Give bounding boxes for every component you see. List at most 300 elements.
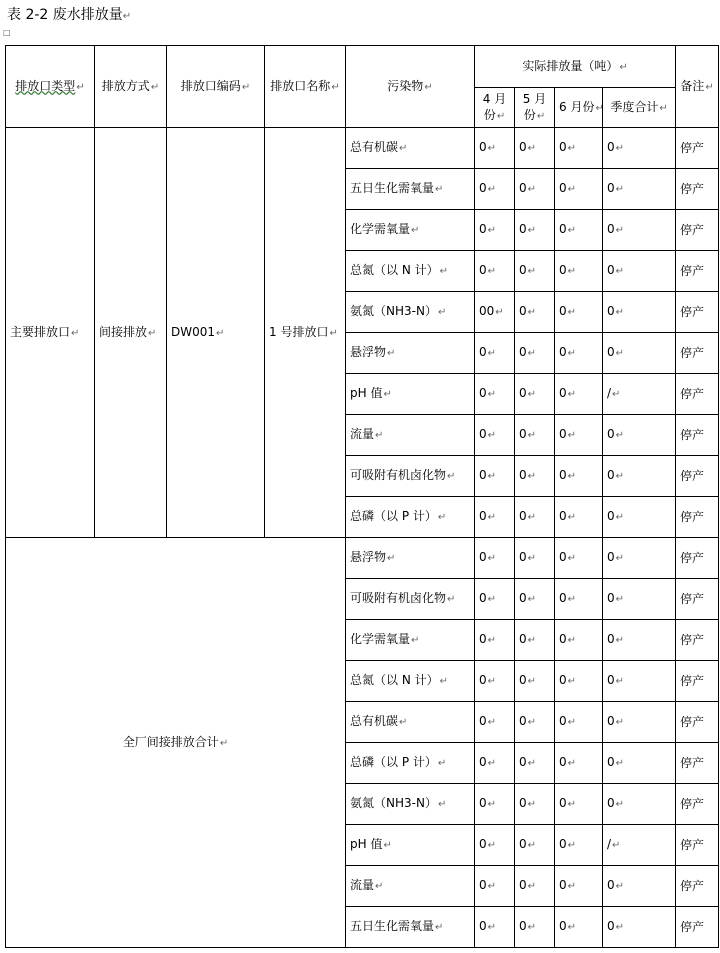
return-mark: ↵ bbox=[615, 266, 625, 277]
return-mark: ↵ bbox=[527, 922, 537, 933]
may-value bbox=[515, 661, 555, 702]
return-mark: ↵ bbox=[567, 717, 577, 728]
return-mark: ↵ bbox=[527, 266, 537, 277]
quarter-total-value bbox=[603, 374, 676, 415]
april-value bbox=[475, 866, 515, 907]
pollutant-cell-text: 可吸附有机卤化物 bbox=[350, 591, 447, 605]
may-value bbox=[515, 620, 555, 661]
pollutant-cell-text: 五日生化需氧量 bbox=[350, 181, 435, 195]
may-value-text: 0 bbox=[519, 386, 527, 400]
may-value-text: 0 bbox=[519, 509, 527, 523]
caption-return-mark: ↵ bbox=[122, 11, 132, 22]
april-value-text: 0 bbox=[479, 263, 487, 277]
may-value bbox=[515, 825, 555, 866]
may-value bbox=[515, 292, 555, 333]
june-value-text: 0 bbox=[559, 263, 567, 277]
return-mark: ↵ bbox=[615, 676, 625, 687]
return-mark: ↵ bbox=[487, 143, 497, 154]
june-value-text: 0 bbox=[559, 755, 567, 769]
remark-cell-text: 停产 bbox=[680, 838, 705, 852]
return-mark: ↵ bbox=[615, 881, 625, 892]
april-value-text: 0 bbox=[479, 427, 487, 441]
return-mark: ↵ bbox=[487, 799, 497, 810]
remark-cell-text: 停产 bbox=[680, 797, 705, 811]
remark-cell bbox=[676, 661, 719, 702]
quarter-total-value-text: 0 bbox=[607, 345, 615, 359]
return-mark: ↵ bbox=[435, 922, 444, 933]
total-label-cell-text: 全厂间接排放合计 bbox=[122, 734, 219, 749]
header-outlet-name: 排放口名称↵ bbox=[265, 46, 346, 128]
return-mark: ↵ bbox=[487, 635, 497, 646]
return-mark: ↵ bbox=[567, 389, 577, 400]
may-value bbox=[515, 743, 555, 784]
remark-cell bbox=[676, 210, 719, 251]
return-mark: ↵ bbox=[527, 881, 537, 892]
wastewater-emission-table bbox=[5, 45, 719, 948]
return-mark: ↵ bbox=[567, 430, 577, 441]
june-value-text: 0 bbox=[559, 427, 567, 441]
june-value bbox=[555, 866, 603, 907]
pollutant-cell-text: 总有机碳 bbox=[350, 714, 399, 728]
return-mark: ↵ bbox=[487, 512, 497, 523]
return-mark: ↵ bbox=[527, 758, 537, 769]
pollutant-cell bbox=[346, 579, 475, 620]
remark-cell bbox=[676, 784, 719, 825]
remark-cell bbox=[676, 907, 719, 948]
remark-cell-text: 停产 bbox=[680, 428, 705, 442]
june-value-text: 0 bbox=[559, 632, 567, 646]
pollutant-cell bbox=[346, 866, 475, 907]
pollutant-cell-text: 总磷（以 P 计） bbox=[350, 509, 437, 523]
may-value-text: 0 bbox=[519, 222, 527, 236]
april-value bbox=[475, 456, 515, 497]
header-remarks: 备注↵ bbox=[676, 46, 719, 128]
pollutant-cell-text: 化学需氧量 bbox=[350, 222, 411, 236]
return-mark: ↵ bbox=[487, 594, 497, 605]
april-value-text: 0 bbox=[479, 755, 487, 769]
return-mark: ↵ bbox=[495, 307, 504, 318]
remark-cell-text: 停产 bbox=[680, 715, 705, 729]
june-value bbox=[555, 661, 603, 702]
return-mark: ↵ bbox=[487, 430, 497, 441]
pollutant-cell-text: 悬浮物 bbox=[350, 345, 387, 359]
remark-cell bbox=[676, 866, 719, 907]
april-value bbox=[475, 374, 515, 415]
remark-cell-text: 停产 bbox=[680, 510, 705, 524]
april-value-text: 0 bbox=[479, 181, 487, 195]
april-value bbox=[475, 415, 515, 456]
paragraph-mark: □ bbox=[3, 28, 11, 37]
june-value-text: 0 bbox=[559, 550, 567, 564]
pollutant-cell bbox=[346, 702, 475, 743]
june-value bbox=[555, 128, 603, 169]
may-value-text: 0 bbox=[519, 755, 527, 769]
return-mark: ↵ bbox=[375, 430, 384, 441]
quarter-total-value bbox=[603, 292, 676, 333]
pollutant-cell-text: 五日生化需氧量 bbox=[350, 919, 435, 933]
may-value bbox=[515, 702, 555, 743]
return-mark: ↵ bbox=[487, 471, 497, 482]
june-value bbox=[555, 907, 603, 948]
remark-cell-text: 停产 bbox=[680, 223, 705, 237]
return-mark: ↵ bbox=[615, 594, 625, 605]
return-mark: ↵ bbox=[567, 881, 577, 892]
june-value bbox=[555, 784, 603, 825]
quarter-total-value-text: 0 bbox=[607, 632, 615, 646]
april-value bbox=[475, 538, 515, 579]
pollutant-cell bbox=[346, 210, 475, 251]
quarter-total-value-text: 0 bbox=[607, 222, 615, 236]
april-value-text: 0 bbox=[479, 222, 487, 236]
total-group bbox=[6, 538, 719, 948]
remark-cell bbox=[676, 620, 719, 661]
may-value bbox=[515, 784, 555, 825]
pollutant-cell-text: 流量 bbox=[350, 878, 375, 892]
remark-cell-text: 停产 bbox=[680, 141, 705, 155]
june-value-text: 0 bbox=[559, 878, 567, 892]
quarter-total-value-text: 0 bbox=[607, 714, 615, 728]
pollutant-cell bbox=[346, 661, 475, 702]
pollutant-cell-text: 总有机碳 bbox=[350, 140, 399, 154]
pollutant-cell-text: 化学需氧量 bbox=[350, 632, 411, 646]
quarter-total-value-text: 0 bbox=[607, 140, 615, 154]
pollutant-cell-text: 总氮（以 N 计） bbox=[350, 263, 439, 277]
return-mark: ↵ bbox=[567, 553, 577, 564]
return-mark: ↵ bbox=[567, 471, 577, 482]
pollutant-cell bbox=[346, 497, 475, 538]
return-mark: ↵ bbox=[447, 471, 456, 482]
june-value bbox=[555, 743, 603, 784]
return-mark: ↵ bbox=[527, 840, 537, 851]
quarter-total-value bbox=[603, 333, 676, 374]
april-value-text: 0 bbox=[479, 468, 487, 482]
remark-cell bbox=[676, 579, 719, 620]
april-value-text: 0 bbox=[479, 345, 487, 359]
remark-cell bbox=[676, 128, 719, 169]
header-pollutant: 污染物↵ bbox=[346, 46, 475, 128]
return-mark: ↵ bbox=[567, 635, 577, 646]
table-caption-text: 表 2-2 废水排放量 bbox=[7, 7, 123, 23]
header-month-april: 4 月份↵ bbox=[475, 88, 515, 128]
pollutant-cell-text: 总磷（以 P 计） bbox=[350, 755, 437, 769]
return-mark: ↵ bbox=[527, 594, 537, 605]
return-mark: ↵ bbox=[567, 184, 577, 195]
quarter-total-value-text: 0 bbox=[607, 509, 615, 523]
pollutant-cell bbox=[346, 169, 475, 210]
return-mark: ↵ bbox=[615, 758, 625, 769]
april-value bbox=[475, 251, 515, 292]
quarter-total-value-text: 0 bbox=[607, 755, 615, 769]
return-mark: ↵ bbox=[527, 553, 537, 564]
pollutant-cell bbox=[346, 251, 475, 292]
return-mark: ↵ bbox=[487, 266, 497, 277]
may-value bbox=[515, 128, 555, 169]
return-mark: ↵ bbox=[615, 512, 625, 523]
discharge-mode-cell-text: 间接排放 bbox=[99, 324, 148, 339]
header-month-june: 6 月份↵ bbox=[555, 88, 603, 128]
pollutant-cell bbox=[346, 784, 475, 825]
may-value bbox=[515, 374, 555, 415]
return-mark: ↵ bbox=[487, 758, 497, 769]
may-value bbox=[515, 169, 555, 210]
main-outlet-group bbox=[6, 128, 719, 538]
return-mark: ↵ bbox=[435, 184, 444, 195]
june-value-text: 0 bbox=[559, 222, 567, 236]
june-value-text: 0 bbox=[559, 304, 567, 318]
return-mark: ↵ bbox=[487, 717, 497, 728]
june-value bbox=[555, 333, 603, 374]
quarter-total-value bbox=[603, 497, 676, 538]
april-value bbox=[475, 210, 515, 251]
return-mark: ↵ bbox=[219, 737, 229, 749]
return-mark: ↵ bbox=[567, 225, 577, 236]
april-value bbox=[475, 579, 515, 620]
return-mark: ↵ bbox=[615, 922, 625, 933]
return-mark: ↵ bbox=[527, 389, 537, 400]
april-value bbox=[475, 497, 515, 538]
outlet-name-cell-text: 1 号排放口 bbox=[269, 324, 329, 339]
may-value bbox=[515, 538, 555, 579]
april-value bbox=[475, 825, 515, 866]
april-value bbox=[475, 333, 515, 374]
quarter-total-value-text: 0 bbox=[607, 591, 615, 605]
table-row bbox=[6, 538, 719, 579]
april-value bbox=[475, 169, 515, 210]
remark-cell-text: 停产 bbox=[680, 592, 705, 606]
pollutant-cell bbox=[346, 333, 475, 374]
return-mark: ↵ bbox=[487, 840, 497, 851]
april-value-text: 0 bbox=[479, 591, 487, 605]
remark-cell-text: 停产 bbox=[680, 756, 705, 770]
pollutant-cell bbox=[346, 128, 475, 169]
return-mark: ↵ bbox=[387, 348, 396, 359]
april-value bbox=[475, 292, 515, 333]
pollutant-cell bbox=[346, 292, 475, 333]
june-value-text: 0 bbox=[559, 509, 567, 523]
return-mark: ↵ bbox=[615, 225, 625, 236]
june-value-text: 0 bbox=[559, 919, 567, 933]
pollutant-cell bbox=[346, 374, 475, 415]
return-mark: ↵ bbox=[615, 430, 625, 441]
pollutant-cell-text: 氨氮（NH3-N） bbox=[350, 796, 437, 810]
april-value-text: 0 bbox=[479, 509, 487, 523]
may-value-text: 0 bbox=[519, 714, 527, 728]
quarter-total-value-text: / bbox=[607, 386, 612, 400]
may-value bbox=[515, 497, 555, 538]
return-mark: ↵ bbox=[527, 143, 537, 154]
return-mark: ↵ bbox=[567, 758, 577, 769]
may-value bbox=[515, 333, 555, 374]
may-value-text: 0 bbox=[519, 263, 527, 277]
return-mark: ↵ bbox=[487, 184, 497, 195]
quarter-total-value-text: 0 bbox=[607, 673, 615, 687]
may-value bbox=[515, 251, 555, 292]
return-mark: ↵ bbox=[399, 717, 408, 728]
return-mark: ↵ bbox=[567, 676, 577, 687]
april-value-text: 0 bbox=[479, 714, 487, 728]
may-value-text: 0 bbox=[519, 591, 527, 605]
return-mark: ↵ bbox=[567, 307, 577, 318]
june-value bbox=[555, 579, 603, 620]
return-mark: ↵ bbox=[615, 348, 625, 359]
header-outlet-code: 排放口编码↵ bbox=[167, 46, 265, 128]
april-value-text: 0 bbox=[479, 673, 487, 687]
return-mark: ↵ bbox=[567, 594, 577, 605]
remark-cell bbox=[676, 333, 719, 374]
may-value-text: 0 bbox=[519, 632, 527, 646]
outlet-type-cell-text: 主要排放口 bbox=[10, 324, 71, 339]
return-mark: ↵ bbox=[437, 799, 447, 810]
return-mark: ↵ bbox=[527, 635, 537, 646]
return-mark: ↵ bbox=[615, 307, 625, 318]
may-value-text: 0 bbox=[519, 140, 527, 154]
quarter-total-value-text: 0 bbox=[607, 796, 615, 810]
may-value-text: 0 bbox=[519, 878, 527, 892]
quarter-total-value bbox=[603, 907, 676, 948]
quarter-total-value-text: 0 bbox=[607, 550, 615, 564]
june-value bbox=[555, 456, 603, 497]
may-value-text: 0 bbox=[519, 468, 527, 482]
return-mark: ↵ bbox=[615, 143, 625, 154]
pollutant-cell bbox=[346, 456, 475, 497]
quarter-total-value bbox=[603, 743, 676, 784]
return-mark: ↵ bbox=[527, 430, 537, 441]
remark-cell-text: 停产 bbox=[680, 305, 705, 319]
june-value-text: 0 bbox=[559, 181, 567, 195]
pollutant-cell bbox=[346, 743, 475, 784]
remark-cell-text: 停产 bbox=[680, 633, 705, 647]
june-value-text: 0 bbox=[559, 591, 567, 605]
return-mark: ↵ bbox=[411, 635, 420, 646]
quarter-total-value bbox=[603, 128, 676, 169]
quarter-total-value-text: 0 bbox=[607, 263, 615, 277]
outlet-code-cell bbox=[167, 128, 265, 538]
pollutant-cell-text: 可吸附有机卤化物 bbox=[350, 468, 447, 482]
return-mark: ↵ bbox=[439, 266, 448, 277]
discharge-mode-cell bbox=[95, 128, 167, 538]
quarter-total-value bbox=[603, 866, 676, 907]
june-value-text: 0 bbox=[559, 345, 567, 359]
return-mark: ↵ bbox=[615, 553, 625, 564]
total-label-cell bbox=[6, 538, 346, 948]
remark-cell-text: 停产 bbox=[680, 182, 705, 196]
quarter-total-value bbox=[603, 251, 676, 292]
remark-cell bbox=[676, 374, 719, 415]
may-value-text: 0 bbox=[519, 550, 527, 564]
return-mark: ↵ bbox=[567, 799, 577, 810]
return-mark: ↵ bbox=[487, 881, 497, 892]
pollutant-cell-text: 总氮（以 N 计） bbox=[350, 673, 439, 687]
return-mark: ↵ bbox=[411, 225, 420, 236]
may-value-text: 0 bbox=[519, 837, 527, 851]
pollutant-cell bbox=[346, 620, 475, 661]
june-value bbox=[555, 169, 603, 210]
remark-cell bbox=[676, 251, 719, 292]
april-value-text: 0 bbox=[479, 550, 487, 564]
june-value-text: 0 bbox=[559, 796, 567, 810]
return-mark: ↵ bbox=[567, 348, 577, 359]
june-value-text: 0 bbox=[559, 673, 567, 687]
quarter-total-value bbox=[603, 579, 676, 620]
quarter-total-value bbox=[603, 415, 676, 456]
april-value-text: 0 bbox=[479, 878, 487, 892]
return-mark: ↵ bbox=[487, 389, 497, 400]
june-value-text: 0 bbox=[559, 386, 567, 400]
remark-cell bbox=[676, 743, 719, 784]
return-mark: ↵ bbox=[71, 327, 80, 339]
return-mark: ↵ bbox=[612, 840, 621, 851]
april-value-text: 0 bbox=[479, 796, 487, 810]
may-value-text: 0 bbox=[519, 181, 527, 195]
return-mark: ↵ bbox=[527, 348, 537, 359]
return-mark: ↵ bbox=[487, 348, 497, 359]
quarter-total-value bbox=[603, 702, 676, 743]
june-value bbox=[555, 497, 603, 538]
may-value-text: 0 bbox=[519, 304, 527, 318]
april-value-text: 00 bbox=[479, 304, 495, 318]
april-value-text: 0 bbox=[479, 632, 487, 646]
return-mark: ↵ bbox=[615, 635, 625, 646]
remark-cell-text: 停产 bbox=[680, 469, 705, 483]
return-mark: ↵ bbox=[527, 307, 537, 318]
table-row bbox=[6, 128, 719, 169]
remark-cell bbox=[676, 456, 719, 497]
quarter-total-value-text: 0 bbox=[607, 304, 615, 318]
return-mark: ↵ bbox=[383, 840, 392, 851]
pollutant-cell-text: pH 值 bbox=[350, 837, 383, 851]
outlet-type-cell bbox=[6, 128, 95, 538]
header-month-may: 5 月份↵ bbox=[515, 88, 555, 128]
quarter-total-value bbox=[603, 661, 676, 702]
quarter-total-value bbox=[603, 620, 676, 661]
return-mark: ↵ bbox=[437, 512, 447, 523]
return-mark: ↵ bbox=[615, 717, 625, 728]
may-value bbox=[515, 579, 555, 620]
return-mark: ↵ bbox=[527, 676, 537, 687]
return-mark: ↵ bbox=[375, 881, 384, 892]
may-value-text: 0 bbox=[519, 919, 527, 933]
quarter-total-value-text: 0 bbox=[607, 468, 615, 482]
april-value bbox=[475, 620, 515, 661]
may-value bbox=[515, 456, 555, 497]
outlet-code-cell-text: DW001 bbox=[171, 324, 216, 339]
pollutant-cell-text: pH 值 bbox=[350, 386, 383, 400]
april-value-text: 0 bbox=[479, 919, 487, 933]
remark-cell bbox=[676, 702, 719, 743]
may-value-text: 0 bbox=[519, 673, 527, 687]
return-mark: ↵ bbox=[527, 471, 537, 482]
pollutant-cell bbox=[346, 415, 475, 456]
remark-cell-text: 停产 bbox=[680, 346, 705, 360]
return-mark: ↵ bbox=[487, 922, 497, 933]
quarter-total-value bbox=[603, 538, 676, 579]
june-value-text: 0 bbox=[559, 714, 567, 728]
return-mark: ↵ bbox=[567, 512, 577, 523]
quarter-total-value bbox=[603, 210, 676, 251]
outlet-name-cell bbox=[265, 128, 346, 538]
remark-cell-text: 停产 bbox=[680, 264, 705, 278]
pollutant-cell bbox=[346, 538, 475, 579]
april-value bbox=[475, 784, 515, 825]
may-value-text: 0 bbox=[519, 796, 527, 810]
return-mark: ↵ bbox=[487, 676, 497, 687]
pollutant-cell-text: 流量 bbox=[350, 427, 375, 441]
remark-cell bbox=[676, 169, 719, 210]
return-mark: ↵ bbox=[567, 266, 577, 277]
return-mark: ↵ bbox=[387, 553, 396, 564]
june-value bbox=[555, 825, 603, 866]
pollutant-cell bbox=[346, 907, 475, 948]
